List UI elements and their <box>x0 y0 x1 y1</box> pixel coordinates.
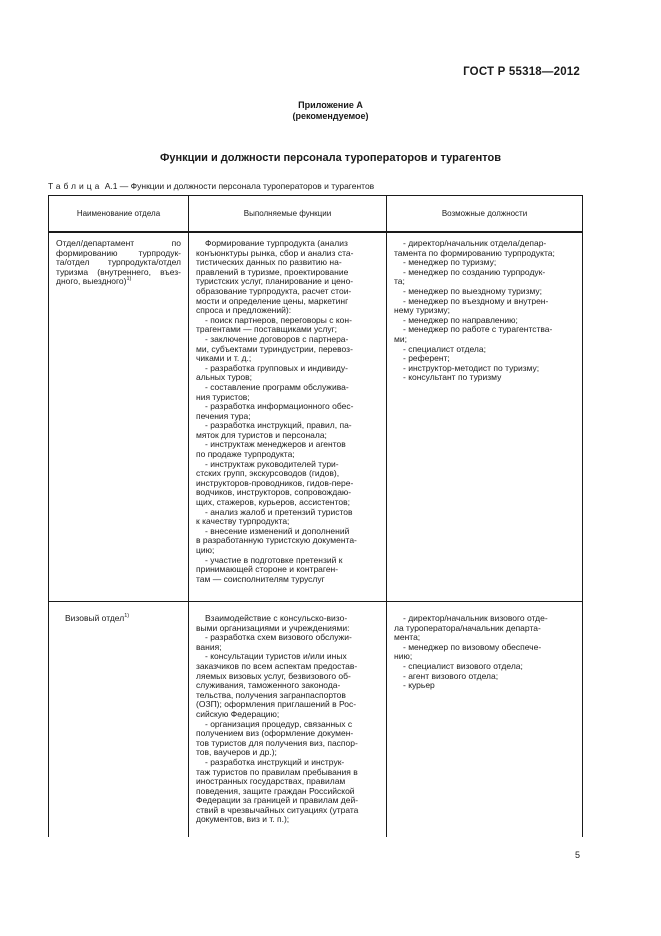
cell-line: Взаимодействие с консульско-визо- <box>205 613 348 623</box>
table-caption <box>48 181 374 191</box>
footnote-mark: 1) <box>126 276 132 283</box>
footnote-mark: 1) <box>124 613 130 620</box>
cell-line: Формирование турпродукта (анализ <box>205 238 348 248</box>
cell-line: образование турпродукта, расчет стои- <box>196 285 352 296</box>
cell-line: - заключение договоров с партнера- <box>205 333 349 344</box>
cell-line: цию; <box>196 545 215 555</box>
cell-line: в разработанную туристскую документа- <box>196 535 357 546</box>
positions-cell <box>387 232 583 602</box>
cell-line: - референт; <box>403 353 450 364</box>
cell-line: (ОЗП); оформления приглашений в Рос- <box>196 699 357 710</box>
cell-line: - разработка информационного обес- <box>205 401 354 412</box>
cell-line: мента; <box>394 632 421 643</box>
cell-line: заказчиков по всем аспектам предостав- <box>196 660 358 671</box>
cell-line: вания; <box>196 641 222 652</box>
cell-line: - агент визового отдела; <box>403 670 499 681</box>
cell-line: туристских услуг, планирование и цено- <box>196 276 354 287</box>
cell-line: - анализ жалоб и претензий туристов <box>205 506 353 517</box>
cell-line: - организация процедур, связанных с <box>205 718 353 729</box>
cell-line: - инструктаж менеджеров и агентов <box>205 439 346 450</box>
cell-line: - директор/начальник отдела/депар- <box>403 238 547 248</box>
cell-line: - курьер <box>403 680 435 691</box>
cell-line: мяток для туристов и персонала; <box>196 429 327 440</box>
section-title: Функции и должности персонала туроператоров и турагентов <box>159 152 502 164</box>
table-caption-word: Таблица <box>48 181 103 191</box>
cell-line: - менеджер по направлению; <box>403 314 518 325</box>
cell-line: Отдел/департамент по <box>56 238 181 248</box>
cell-line: - консультант по туризму <box>403 372 502 383</box>
cell-line: принимающей стороне и контраген- <box>196 564 339 575</box>
cell-line: - менеджер по работе с турагентства- <box>403 324 553 335</box>
table-caption-text: А.1 — Функции и должности персонала туроператоров и турагентов <box>102 181 375 191</box>
cell-line: Федерации за границей и правилам дей- <box>196 795 359 806</box>
cell-line: - менеджер по созданию турпродук- <box>403 266 546 277</box>
cell-line: дного, выездного)$^{1)}$ <box>56 276 132 287</box>
cell-line: спроса и предложений): <box>196 305 292 316</box>
table-row <box>49 602 583 838</box>
appendix-heading <box>0 100 661 122</box>
cell-line: - директор/начальник визового отде- <box>403 613 548 623</box>
cell-line: туризма (внутреннего, въез- <box>56 266 181 277</box>
cell-line: сийскую Федерацию; <box>196 708 280 719</box>
cell-line: ми, субъектами туриндустрии, перевоз- <box>196 343 353 354</box>
cell-line: альных туров; <box>196 372 253 383</box>
cell-line: - инструктор-методист по туризму; <box>403 362 540 373</box>
appendix-label: Приложение А <box>298 100 363 110</box>
positions-cell <box>387 602 583 838</box>
cell-line: - разработка схем визового обслужи- <box>205 632 352 643</box>
cell-line: Визовый отдел$^{1)}$ <box>65 613 130 623</box>
header-department: Наименование отдела <box>49 196 189 233</box>
cell-line: - менеджер по визовому обеспече- <box>403 641 542 652</box>
cell-line: инструкторов-проводников, гидов-пере- <box>196 477 354 488</box>
cell-line: правлений в туризме, проектирование <box>196 266 349 277</box>
page-number: 5 <box>574 850 580 860</box>
cell-line: иностранных государствах, правилам <box>196 776 346 787</box>
cell-line: ствий в чрезвычайных ситуациях (утрата <box>196 804 359 815</box>
table-row <box>49 232 583 602</box>
cell-line: там — соисполнителям туруслуг <box>196 573 325 584</box>
cell-line: документов, виз и т. п.); <box>196 814 290 825</box>
cell-line: - разработка групповых и индивиду- <box>205 362 348 373</box>
cell-line: - разработка инструкций и инструк- <box>205 756 345 767</box>
cell-line: - менеджер по выездному туризму; <box>403 285 543 296</box>
cell-line: ми; <box>394 333 407 344</box>
cell-line: выми организациями и учреждениями: <box>196 622 350 633</box>
cell-line: трагентами — поставщиками услуг; <box>196 324 338 335</box>
cell-line: конъюнктуры рынка, сбор и анализ ста- <box>196 247 354 258</box>
cell-line: ляемых визовых услуг, безвизового об- <box>196 670 351 681</box>
cell-line: - специалист отдела; <box>403 343 486 354</box>
cell-line: нему туризму; <box>394 305 451 316</box>
cell-line: - менеджер по туризму; <box>403 257 497 268</box>
cell-line: - участие в подготовке претензий к <box>205 554 343 565</box>
cell-line: нию; <box>394 651 413 662</box>
cell-line: ла туроператора/начальник департа- <box>394 622 541 633</box>
cell-line: мости и определение цены, маркетинг <box>196 295 349 306</box>
cell-line: - поиск партнеров, переговоры с кон- <box>205 314 352 325</box>
cell-line: - менеджер по въездному и внутрен- <box>403 295 549 306</box>
cell-line: - инструктаж руководителей тури- <box>205 458 339 469</box>
header-positions: Возможные должности <box>387 196 583 233</box>
cell-line: щих, стажеров, курьеров, ассистентов; <box>196 497 350 508</box>
cell-line: по продаже турпродукта; <box>196 449 295 460</box>
standard-number: ГОСТ Р 55318—2012 <box>463 66 580 78</box>
dept-cell <box>49 232 189 602</box>
cell-line: - составление программ обслужива- <box>205 381 349 392</box>
cell-line: - внесение изменений и дополнений <box>205 525 350 536</box>
cell-line: служивания, таможенного законода- <box>196 680 341 691</box>
cell-line: та; <box>394 276 405 287</box>
cell-line: ния туристов; <box>196 391 250 402</box>
appendix-note: (рекомендуемое) <box>292 111 369 121</box>
cell-line: водчиков, инструкторов, сопровождаю- <box>196 487 352 498</box>
header-functions: Выполняемые функции <box>189 196 387 233</box>
functions-cell <box>189 602 387 838</box>
functions-cell <box>189 232 387 602</box>
cell-line: - консультации туристов и/или иных <box>205 651 347 662</box>
cell-line: тистических данных по развитию на- <box>196 257 342 268</box>
cell-line: - разработка инструкций, правил, па- <box>205 420 352 431</box>
cell-line: та/отдел турпродукта/отдел <box>56 257 181 268</box>
cell-line: тамента по формированию турпродукта; <box>394 247 555 258</box>
cell-line: тельства, получения загранпаспортов <box>196 689 346 700</box>
cell-line: чиками и т. д.; <box>196 353 252 364</box>
cell-line: получением виз (оформление докумен- <box>196 728 354 739</box>
cell-line: формированию турпродук- <box>56 247 181 258</box>
table-header-row <box>49 196 583 233</box>
cell-line: таж туристов по правилам пребывания в <box>196 766 358 777</box>
cell-line: тов, ваучеров и др.); <box>196 747 277 758</box>
functions-table <box>48 195 583 837</box>
cell-line: поведения, защите граждан Российской <box>196 785 355 796</box>
cell-line: - специалист визового отдела; <box>403 660 523 671</box>
cell-line: печения тура; <box>196 410 251 421</box>
cell-line: к качеству турпродукта; <box>196 516 290 527</box>
cell-line: стских групп, экскурсоводов (гидов), <box>196 468 340 479</box>
dept-cell <box>49 602 189 838</box>
cell-line: тов туристов для получения виз, паспор- <box>196 737 358 748</box>
